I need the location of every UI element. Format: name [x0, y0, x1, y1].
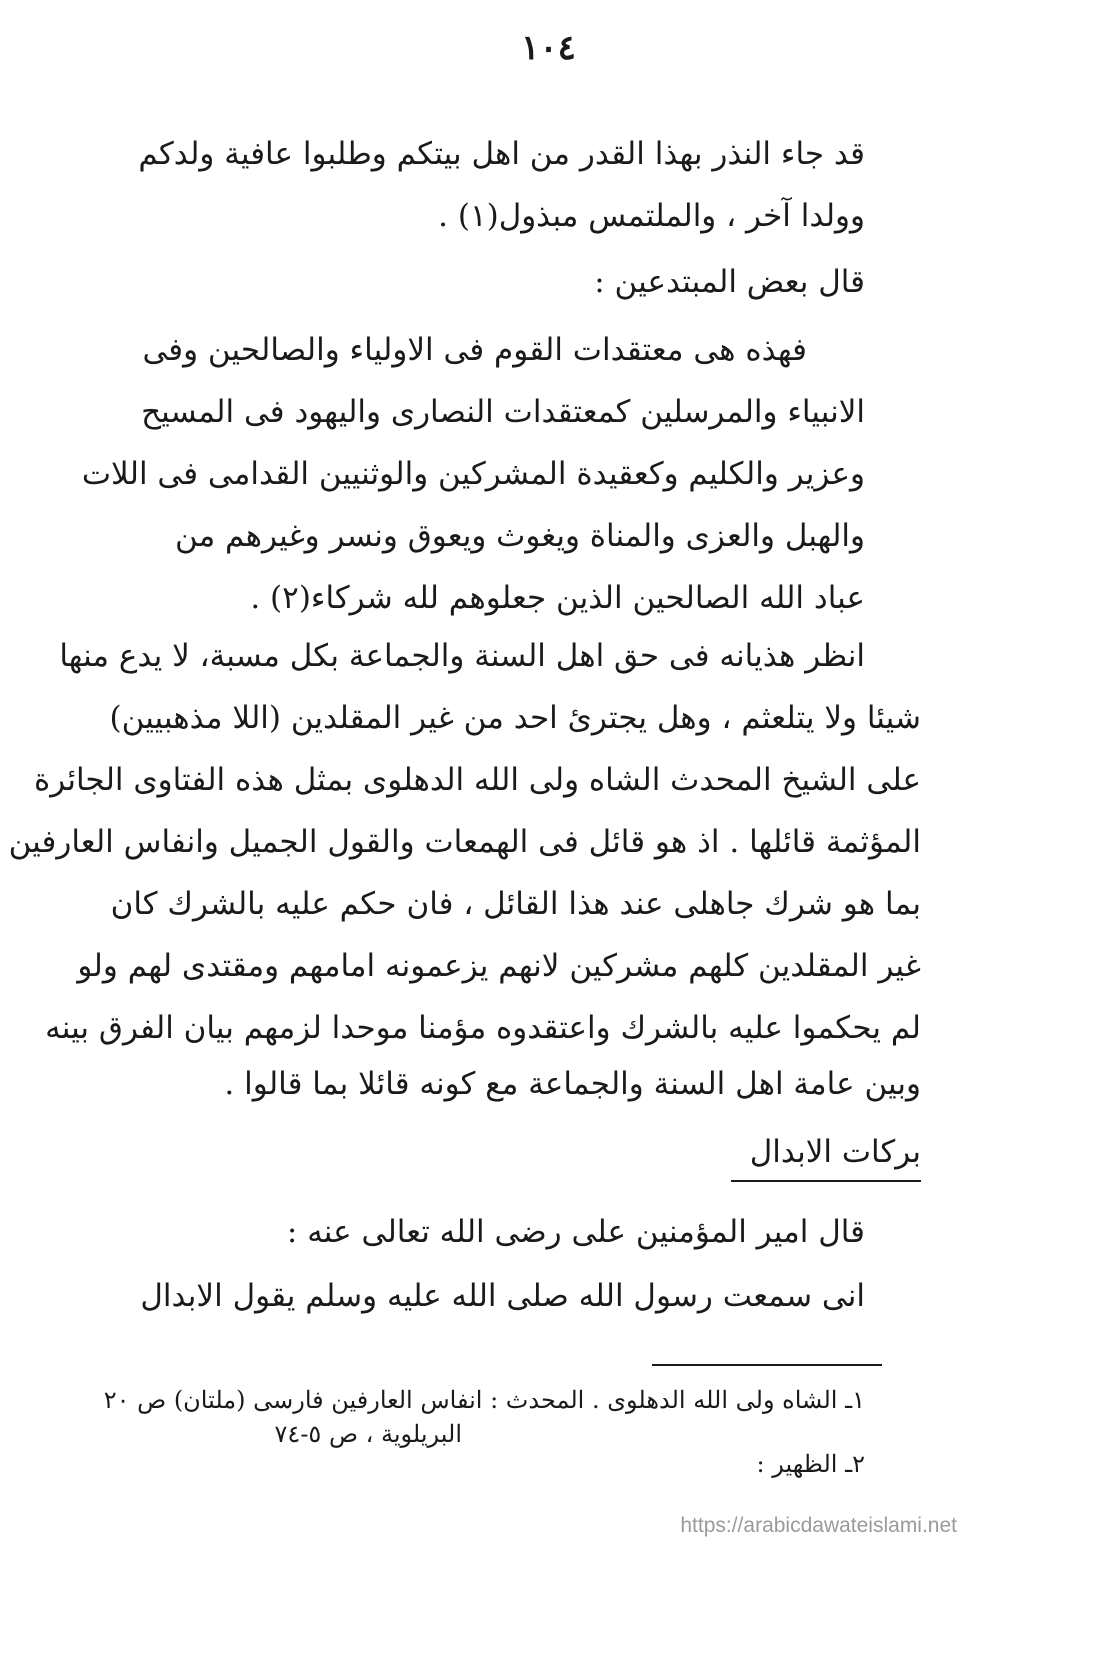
paragraph-2-line-3: على الشيخ المحدث الشاه ولى الله الدهلوى بمثل هذه الفتاوى الجائرة: [34, 762, 921, 798]
paragraph-2-line-8: وبين عامة اهل السنة والجماعة مع كونه قائلا بما قالوا .: [224, 1066, 921, 1102]
quote-line-2: الانبياء والمرسلين كمعتقدات النصارى واليهود فى المسيح: [141, 394, 865, 430]
footnote-separator: [652, 1364, 882, 1366]
quote-line-1: فهذه هى معتقدات القوم فى الاولياء والصالحين وفى: [142, 332, 807, 368]
watermark-url: https://arabicdawateislami.net: [680, 1514, 957, 1537]
paragraph-2-line-4: المؤثمة قائلها . اذ هو قائل فى الهمعات والقول الجميل وانفاس العارفين: [8, 824, 921, 860]
paragraph-2-line-1: انظر هذيانه فى حق اهل السنة والجماعة بكل مسبة، لا يدع منها: [59, 638, 865, 674]
section-heading: بركات الابدال: [749, 1134, 921, 1170]
paragraph-2-line-7: لم يحكموا عليه بالشرك واعتقدوه مؤمنا موحدا لزمهم بيان الفرق بينه: [45, 1010, 921, 1046]
footnote-2-reference: البريلوية ، ص ٥-٧٤: [274, 1420, 462, 1448]
section-heading-underline: [731, 1180, 921, 1182]
footnote-1: ١ـ الشاه ولى الله الدهلوى . المحدث : انفاس العارفين فارسى (ملتان) ص ٢٠: [103, 1386, 865, 1414]
paragraph-3-line-1: قال امير المؤمنين على رضى الله تعالى عنه :: [286, 1214, 865, 1250]
paragraph-2-line-2: شيئا ولا يتلعثم ، وهل يجترئ احد من غير المقلدين (اللا مذهبيين): [109, 700, 921, 736]
page-number: ١٠٤: [521, 28, 576, 68]
paragraph-2-line-5: بما هو شرك جاهلى عند هذا القائل ، فان حكم عليه بالشرك كان: [110, 886, 921, 922]
quote-intro: قال بعض المبتدعين :: [594, 264, 865, 300]
quote-line-4: والهبل والعزى والمناة ويغوث ويعوق ونسر وغيرهم من: [174, 518, 865, 554]
footnote-2-label: ٢ـ الظهير :: [756, 1450, 865, 1478]
paragraph-3-line-2: انى سمعت رسول الله صلى الله عليه وسلم يقول الابدال: [140, 1278, 865, 1314]
paragraph-1-line-2: وولدا آخر ، والملتمس مبذول(١) .: [438, 198, 865, 234]
paragraph-2-line-6: غير المقلدين كلهم مشركين لانهم يزعمونه امامهم ومقتدى لهم ولو: [77, 948, 921, 984]
quote-line-5: عباد الله الصالحين الذين جعلوهم لله شركاء(٢) .: [250, 580, 865, 616]
quote-line-3: وعزير والكليم وكعقيدة المشركين والوثنيين القدامى فى اللات: [81, 456, 865, 492]
paragraph-1-line-1: قد جاء النذر بهذا القدر من اهل بيتكم وطلبوا عافية ولدكم: [138, 136, 865, 172]
